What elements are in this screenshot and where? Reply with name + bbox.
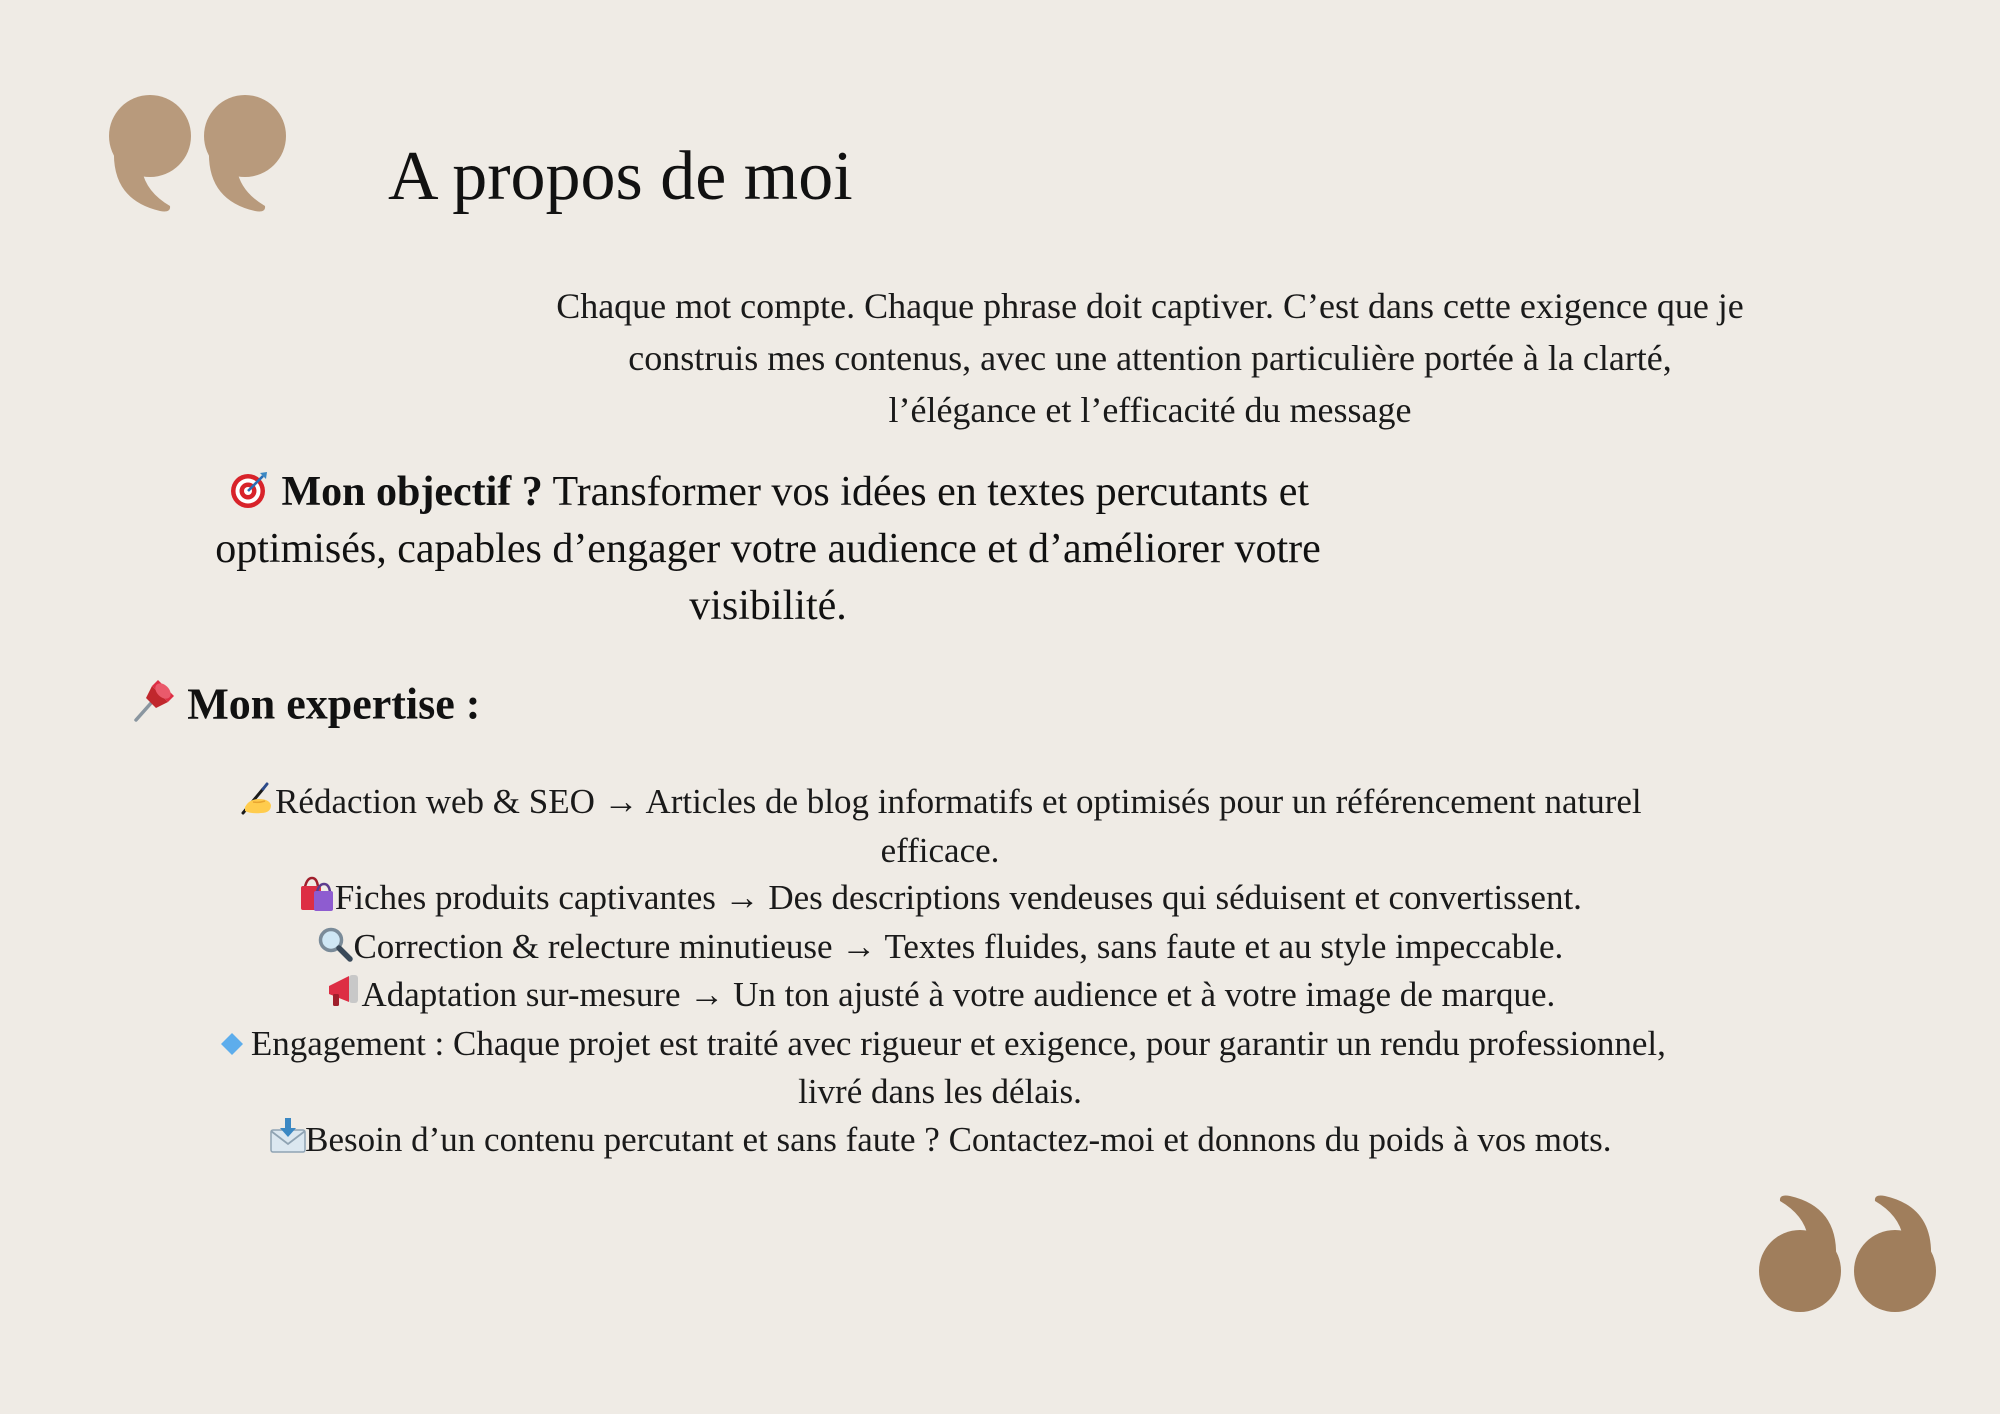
intro-line: l’élégance et l’efficacité du message <box>888 390 1412 430</box>
objective-line <box>128 462 1408 521</box>
megaphone-icon <box>325 972 362 1020</box>
closing-quote-icon <box>1752 1190 1937 1315</box>
list-item <box>60 923 1820 972</box>
objective-text: Transformer vos idées en textes percutants et <box>552 469 1310 515</box>
target-icon <box>227 462 271 519</box>
list-item <box>60 1020 1820 1116</box>
list-item <box>60 1116 1820 1165</box>
list-item-text: livré dans les délais. <box>798 1072 1082 1111</box>
shopping-bags-icon <box>298 875 335 923</box>
expertise-heading-text: Mon expertise : <box>187 679 481 729</box>
expertise-list <box>60 778 1820 1164</box>
list-item <box>60 874 1820 923</box>
blue-diamond-icon <box>214 1021 251 1069</box>
page-title: A propos de moi <box>388 138 853 215</box>
list-item-text: Correction & relecture minutieuse → Textes fluides, sans faute et au style impeccable. <box>353 926 1564 966</box>
intro-line: construis mes contenus, avec une attention particulière portée à la clarté, <box>628 338 1672 378</box>
list-item <box>60 971 1820 1020</box>
expertise-heading <box>130 676 480 727</box>
envelope-arrow-icon <box>268 1117 305 1165</box>
list-item-text: efficace. <box>880 830 1000 870</box>
pushpin-icon <box>130 676 176 727</box>
objective-line: visibilité. <box>689 583 847 629</box>
list-item-text: Engagement : Chaque projet est traité avec rigueur et exigence, pour garantir un rendu professionnel, <box>250 1023 1666 1063</box>
objective-lead: Mon objectif ? <box>281 469 543 515</box>
list-item-text: Rédaction web & SEO → Articles de blog informatifs et optimisés pour un référencement naturel <box>275 782 1642 821</box>
writing-hand-icon <box>238 779 275 827</box>
intro-paragraph <box>420 280 1880 436</box>
list-item-text: Besoin d’un contenu percutant et sans faute ? Contactez-moi et donnons du poids à vos mots. <box>305 1119 1612 1159</box>
intro-line: Chaque mot compte. Chaque phrase doit captiver. C’est dans cette exigence que je <box>556 286 1744 326</box>
list-item-text: Adaptation sur-mesure → Un ton ajusté à votre audience et à votre image de marque. <box>361 975 1556 1014</box>
objective-paragraph <box>128 462 1408 635</box>
opening-quote-icon <box>108 92 293 217</box>
objective-line: optimisés, capables d’engager votre audience et d’améliorer votre <box>215 526 1321 572</box>
list-item-text: Fiches produits captivantes → Des descriptions vendeuses qui séduisent et convertissent. <box>334 878 1582 917</box>
magnifier-icon <box>317 924 354 972</box>
list-item <box>60 778 1820 874</box>
